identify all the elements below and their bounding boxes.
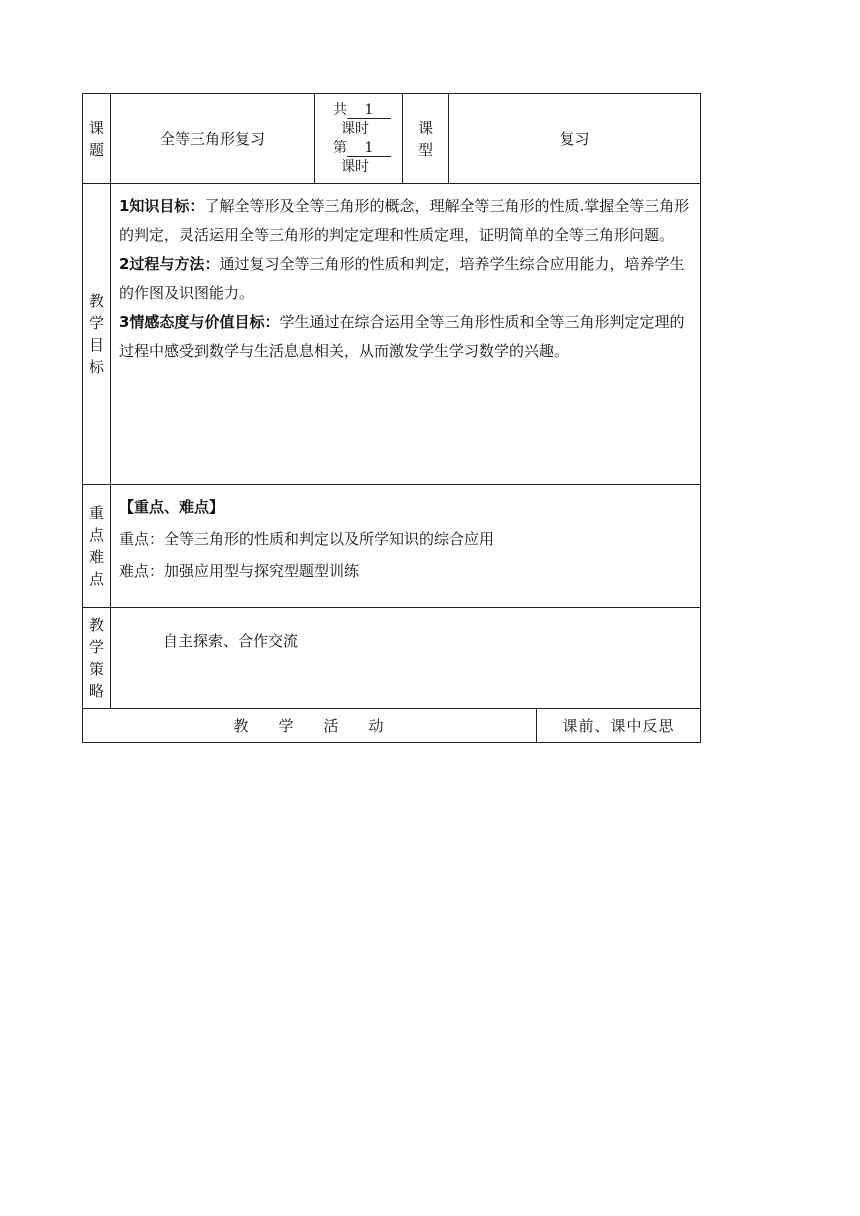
key-points-header: 【重点、难点】 (119, 498, 225, 516)
activities-header: 教 学 活 动 (83, 709, 537, 743)
goals-row (83, 184, 701, 485)
period-current-unit: 课时 (341, 158, 369, 175)
period-cell (315, 94, 403, 184)
key-points-content (111, 485, 701, 608)
type-label: 课 型 (403, 94, 449, 184)
key-points-label: 重 点 难 点 (83, 485, 111, 608)
header-row (83, 94, 701, 184)
type-value: 复习 (449, 94, 701, 184)
strategy-label: 教 学 策 略 (83, 608, 111, 709)
footer-row (83, 709, 701, 743)
strategy-text: 自主探索、合作交流 (111, 608, 701, 709)
period-current: 第 1 (333, 139, 402, 158)
goal-process: 2过程与方法：通过复习全等三角形的性质和判定，培养学生综合应用能力，培养学生的作图及识图能力。 (119, 255, 685, 302)
strategy-row (83, 608, 701, 709)
reflection-header: 课前、课中反思 (537, 709, 701, 743)
goal-knowledge: 1知识目标：了解全等形及全等三角形的概念，理解全等三角形的性质.掌握全等三角形的判定，灵活运用全等三角形的判定定理和性质定理，证明简单的全等三角形问题。 (119, 197, 690, 244)
topic-title: 全等三角形复习 (111, 94, 315, 184)
goals-label: 教 学 目 标 (83, 184, 111, 485)
key-point-text: 重点：全等三角形的性质和判定以及所学知识的综合应用 (119, 530, 495, 548)
difficult-point-text: 难点：加强应用型与探究型题型训练 (119, 562, 360, 580)
goal-attitude: 3情感态度与价值目标：学生通过在综合运用全等三角形性质和全等三角形判定定理的过程中感受到数学与生活息息相关，从而激发学生学习数学的兴趣。 (119, 313, 685, 360)
lesson-plan-table (82, 93, 701, 743)
topic-label: 课 题 (83, 94, 111, 184)
period-total-unit: 课时 (341, 120, 369, 137)
goals-content (111, 184, 701, 485)
key-points-row (83, 485, 701, 608)
period-total: 共 1 (333, 101, 402, 120)
